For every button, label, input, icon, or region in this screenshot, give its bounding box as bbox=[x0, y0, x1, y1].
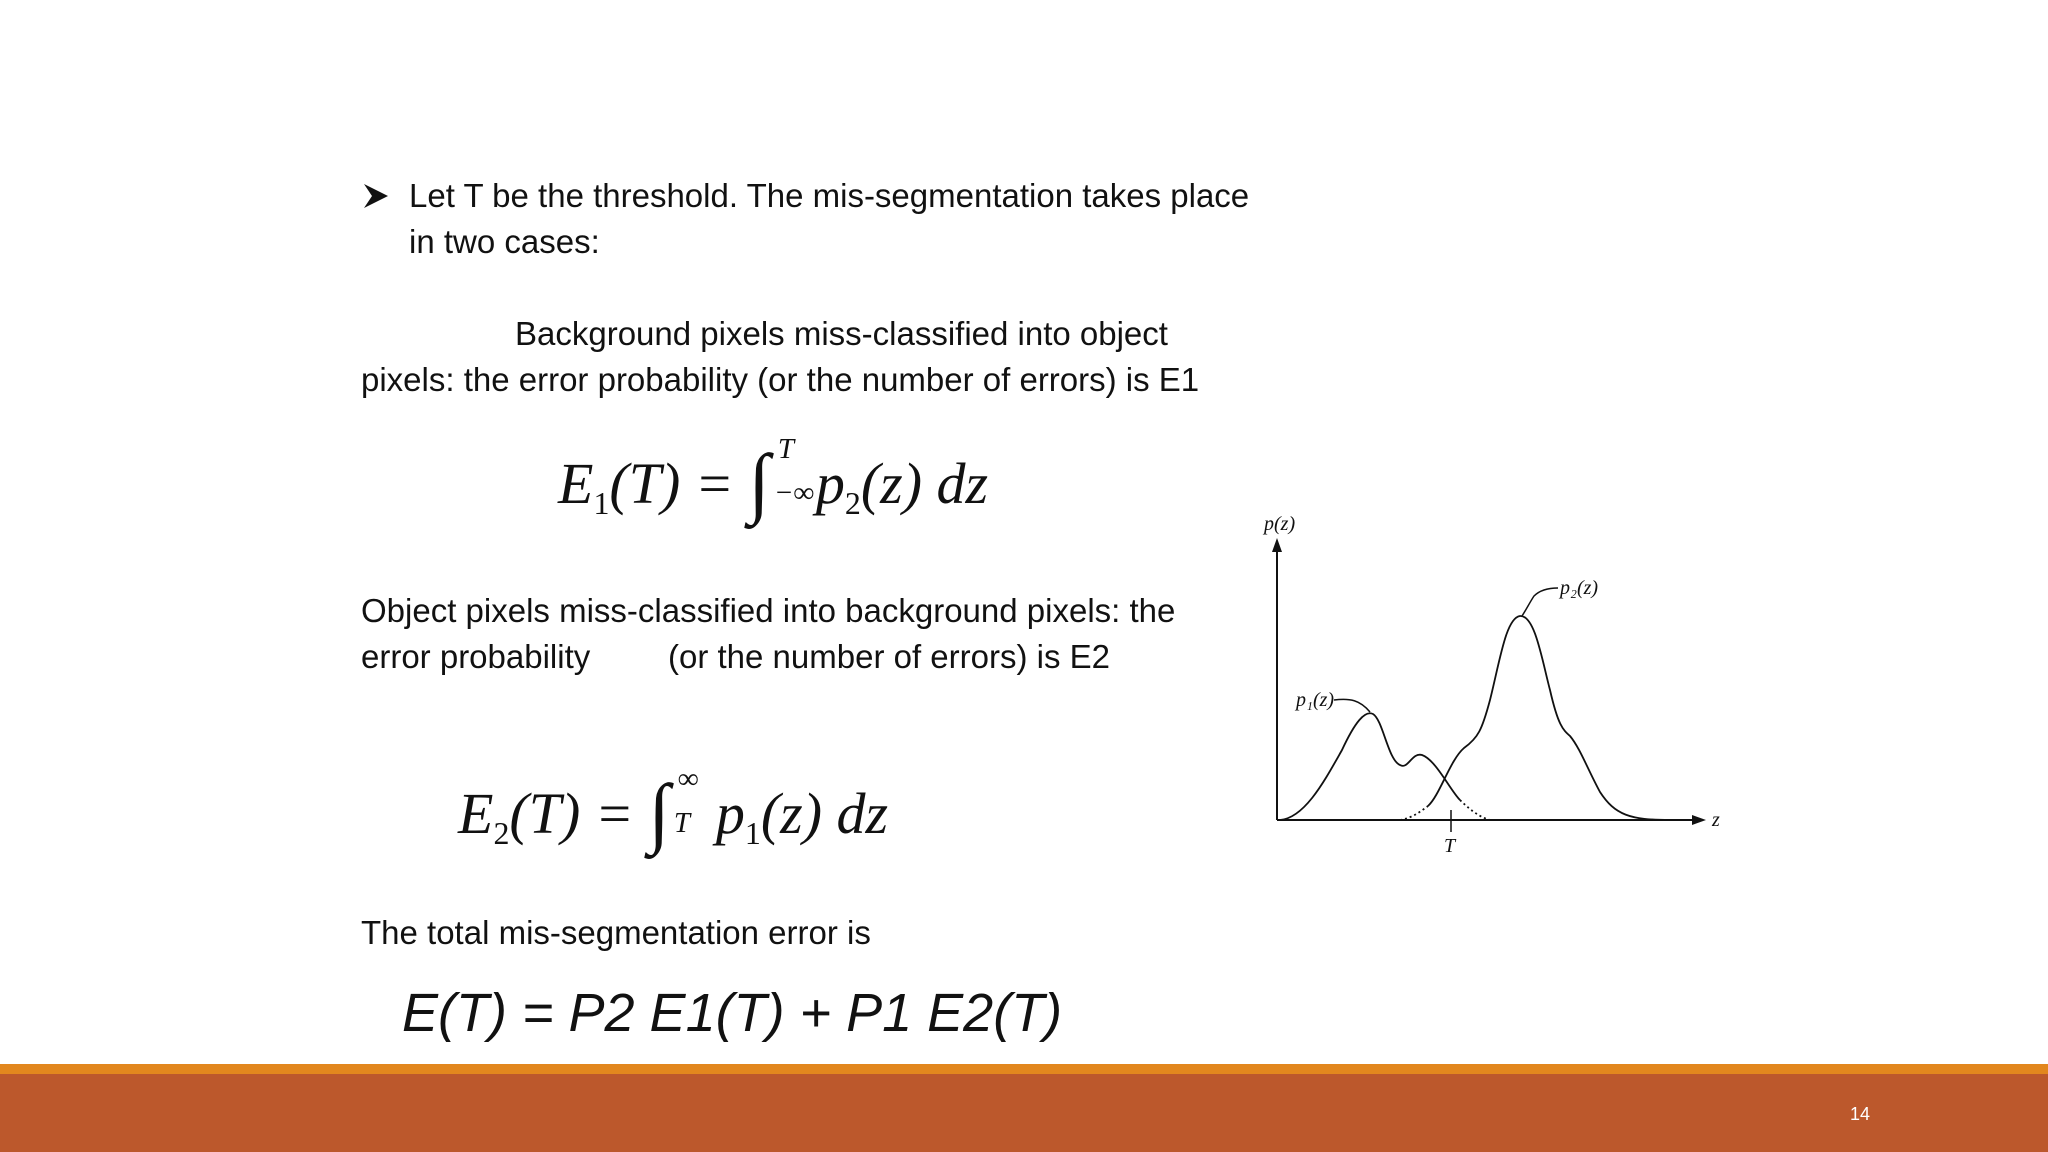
p2-curve bbox=[1428, 616, 1670, 820]
formula-e1: $E_1(T)$ = ∫ T −∞ $p_2(z)$ dz bbox=[558, 433, 989, 525]
threshold-label: T bbox=[1444, 835, 1456, 857]
case2-text-line2a: error probability bbox=[361, 638, 591, 675]
page-number: 14 bbox=[1849, 1104, 1870, 1124]
case2-text-line1: Object pixels miss-classified into background pixels: the bbox=[361, 592, 1176, 629]
p1-curve bbox=[1280, 713, 1460, 820]
p1-curve-tail bbox=[1460, 800, 1490, 820]
x-axis-label: z bbox=[1712, 809, 1720, 831]
bullet-text-line2: in two cases: bbox=[409, 223, 600, 260]
x-axis-arrow-icon bbox=[1692, 815, 1706, 825]
p1-leader-line bbox=[1334, 699, 1370, 712]
footer-accent-line bbox=[0, 1064, 2048, 1074]
case1-text-line1: Background pixels miss-classified into object bbox=[515, 315, 1168, 352]
total-error-text: The total mis-segmentation error is bbox=[361, 914, 871, 951]
case1-text-line2: pixels: the error probability (or the number of errors) is E1 bbox=[361, 361, 1200, 398]
footer-bar bbox=[0, 1074, 2048, 1152]
formula-e2: $E_2(T)$ = ∫ ∞ T $p_1(z)$ dz bbox=[458, 763, 889, 855]
threshold-distribution-figure bbox=[1250, 500, 1730, 870]
p1-label: p₁(z) bbox=[1296, 689, 1335, 711]
p2-label: p₂(z) bbox=[1560, 577, 1599, 599]
p2-leader-line bbox=[1522, 588, 1558, 616]
bullet-text-line1: Let T be the threshold. The mis-segmentation takes place bbox=[409, 177, 1250, 214]
case2-text-line2b: (or the number of errors) is E2 bbox=[668, 638, 1110, 675]
total-error-formula bbox=[392, 978, 1063, 1064]
p2-curve-head bbox=[1400, 806, 1428, 820]
total-error-formula-text: E(T) = P2 E1(T) + P1 E2(T) bbox=[402, 983, 1063, 1043]
arrow-bullet-icon bbox=[362, 176, 392, 216]
y-axis-label: p(z) bbox=[1264, 513, 1296, 535]
y-axis-arrow-icon bbox=[1272, 538, 1282, 552]
